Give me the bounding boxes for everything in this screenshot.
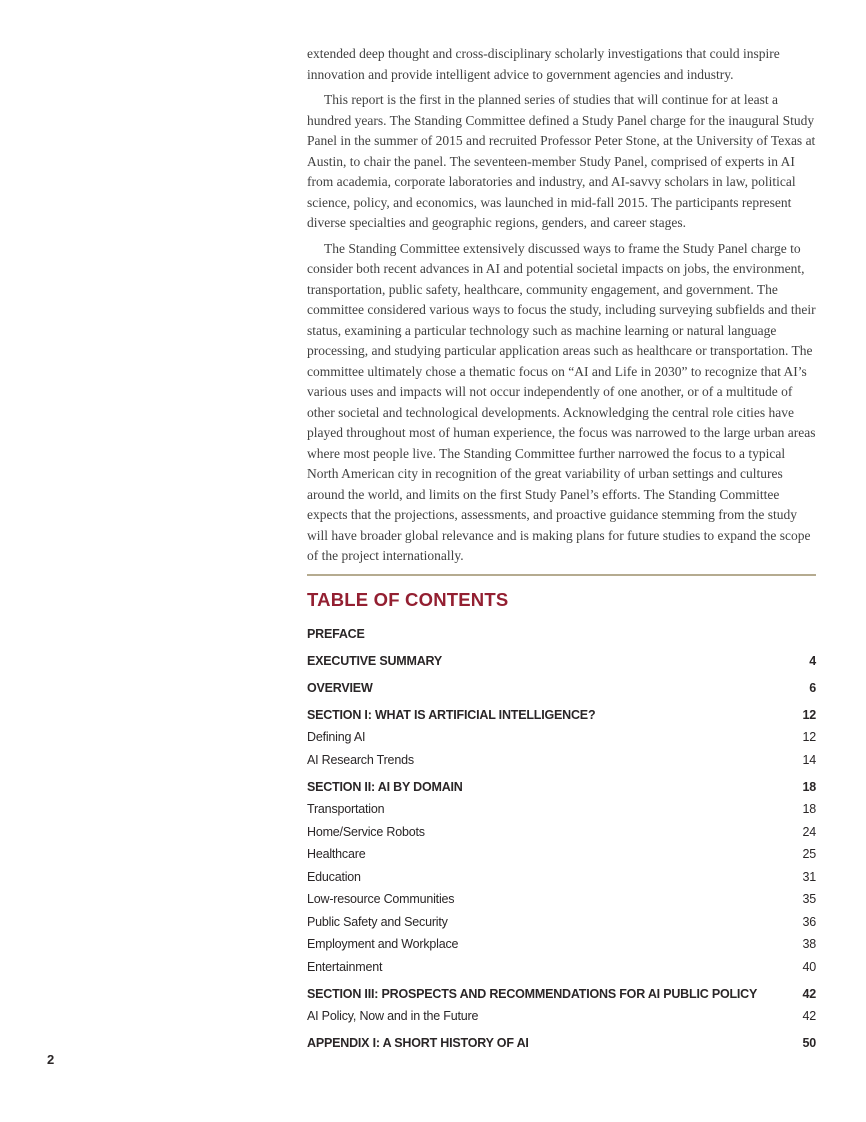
body-paragraph: This report is the first in the planned series of studies that will continue for at least a hundred years. The Standing Committee defined a Study Panel charge for the inaugural Study Panel in the summer of 2015 and recruited Professor Peter Stone, at the University of Texas at Austin, to chair the panel. The seventeen-member Study Panel, comprised of experts in AI from academia, corporate laboratories and industry, and AI-savvy scholars in law, political science, policy, and economics, was launched in mid-fall 2015. The participants represent diverse specialties and geographic regions, genders, and career stages.	[307, 92, 816, 230]
toc-entry[interactable]	[307, 826, 816, 839]
toc-entry-page: 42	[802, 1009, 816, 1023]
toc-entry-label: Healthcare	[307, 847, 366, 861]
toc-entry-page: 14	[802, 752, 816, 767]
body-paragraph: extended deep thought and cross-disciplinary scholarly investigations that could inspire innovation and provide intelligent advice to government agencies and industry.	[307, 46, 780, 82]
toc-entry-label: Education	[307, 869, 361, 884]
toc-entry[interactable]	[307, 1010, 816, 1023]
toc-entry-page: 24	[802, 824, 816, 839]
toc-entry-page: 6	[809, 680, 816, 695]
toc-entry-label: AI Policy, Now and in the Future	[307, 1009, 479, 1023]
content-column	[307, 44, 816, 1050]
toc-entry-page: 31	[802, 869, 816, 884]
body-text	[307, 44, 816, 567]
toc-entry-label: Public Safety and Security	[307, 914, 448, 929]
toc-entry-label: SECTION I: WHAT IS ARTIFICIAL INTELLIGENCE?	[307, 707, 596, 722]
toc-entry[interactable]	[307, 893, 816, 906]
toc-entry[interactable]	[307, 628, 816, 641]
toc-entry-label: Transportation	[307, 802, 385, 816]
body-paragraph: The Standing Committee extensively discussed ways to frame the Study Panel charge to consider both recent advances in AI and potential societal impacts on jobs, the environment, transportation, public safety, healthcare, community engagement, and government. The committee considered various ways to focus the study, including surveying subfields and their status, examining a particular technology such as machine learning or natural language processing, and studying particular application areas such as healthcare or transportation. The committee ultimately chose a thematic focus on “AI and Life in 2030” to recognize that AI’s various uses and impacts will not occur independently of one another, or of a multitude of other societal and technological developments. Acknowledging the central role cities have played throughout most of human experience, the focus was narrowed to the large urban areas where most people live. The Standing Committee further narrowed the focus to a typical North American city in recognition of the great variability of urban settings and cultures around the world, and limits on the first Study Panel’s efforts. The Standing Committee expects that the projections, assessments, and proactive guidance stemming from the study will have broader global relevance and is making plans for future studies to expand the scope of the project internationally.	[307, 240, 816, 563]
toc-entry[interactable]	[307, 781, 816, 794]
toc-entry-label: Home/Service Robots	[307, 824, 425, 839]
toc-entry[interactable]	[307, 848, 816, 861]
toc-entry-page: 38	[802, 937, 816, 951]
toc-entry[interactable]	[307, 961, 816, 974]
toc-entry-label: SECTION II: AI BY DOMAIN	[307, 779, 463, 794]
toc-entry-label: Entertainment	[307, 959, 383, 974]
table-of-contents	[307, 628, 816, 1051]
toc-entry-page: 12	[802, 707, 816, 722]
toc-entry-label: PREFACE	[307, 626, 365, 641]
toc-entry-label: Employment and Workplace	[307, 937, 459, 951]
toc-entry-page: 4	[809, 653, 816, 668]
toc-entry-label: Low-resource Communities	[307, 892, 455, 906]
toc-entry-label: OVERVIEW	[307, 680, 373, 695]
toc-entry-page: 18	[802, 802, 816, 816]
toc-title: TABLE OF CONTENTS	[307, 588, 509, 610]
toc-entry[interactable]	[307, 731, 816, 744]
toc-entry-label: Defining AI	[307, 730, 366, 744]
toc-entry-label: APPENDIX I: A SHORT HISTORY OF AI	[307, 1036, 529, 1050]
toc-entry[interactable]	[307, 916, 816, 929]
toc-entry-page: 12	[802, 730, 816, 744]
toc-entry-page: 36	[802, 914, 816, 929]
toc-entry-label: AI Research Trends	[307, 752, 414, 767]
toc-entry-page: 25	[802, 847, 816, 861]
page-number: 2	[47, 1052, 55, 1067]
toc-entry-page: 50	[802, 1036, 816, 1050]
toc-entry[interactable]	[307, 1037, 816, 1050]
toc-entry[interactable]	[307, 938, 816, 951]
toc-entry[interactable]	[307, 803, 816, 816]
toc-entry-page: 42	[802, 986, 816, 1001]
section-divider	[307, 574, 816, 576]
toc-entry-label: SECTION III: PROSPECTS AND RECOMMENDATIONS FOR AI PUBLIC POLICY	[307, 986, 758, 1001]
toc-entry[interactable]	[307, 682, 816, 695]
toc-entry-page: 35	[802, 892, 816, 906]
toc-entry-page: 40	[802, 959, 816, 974]
toc-entry[interactable]	[307, 988, 816, 1001]
toc-entry-label: EXECUTIVE SUMMARY	[307, 653, 443, 668]
toc-entry[interactable]	[307, 709, 816, 722]
toc-entry-page: 18	[802, 779, 816, 794]
toc-entry[interactable]	[307, 754, 816, 767]
toc-entry[interactable]	[307, 655, 816, 668]
toc-entry[interactable]	[307, 871, 816, 884]
